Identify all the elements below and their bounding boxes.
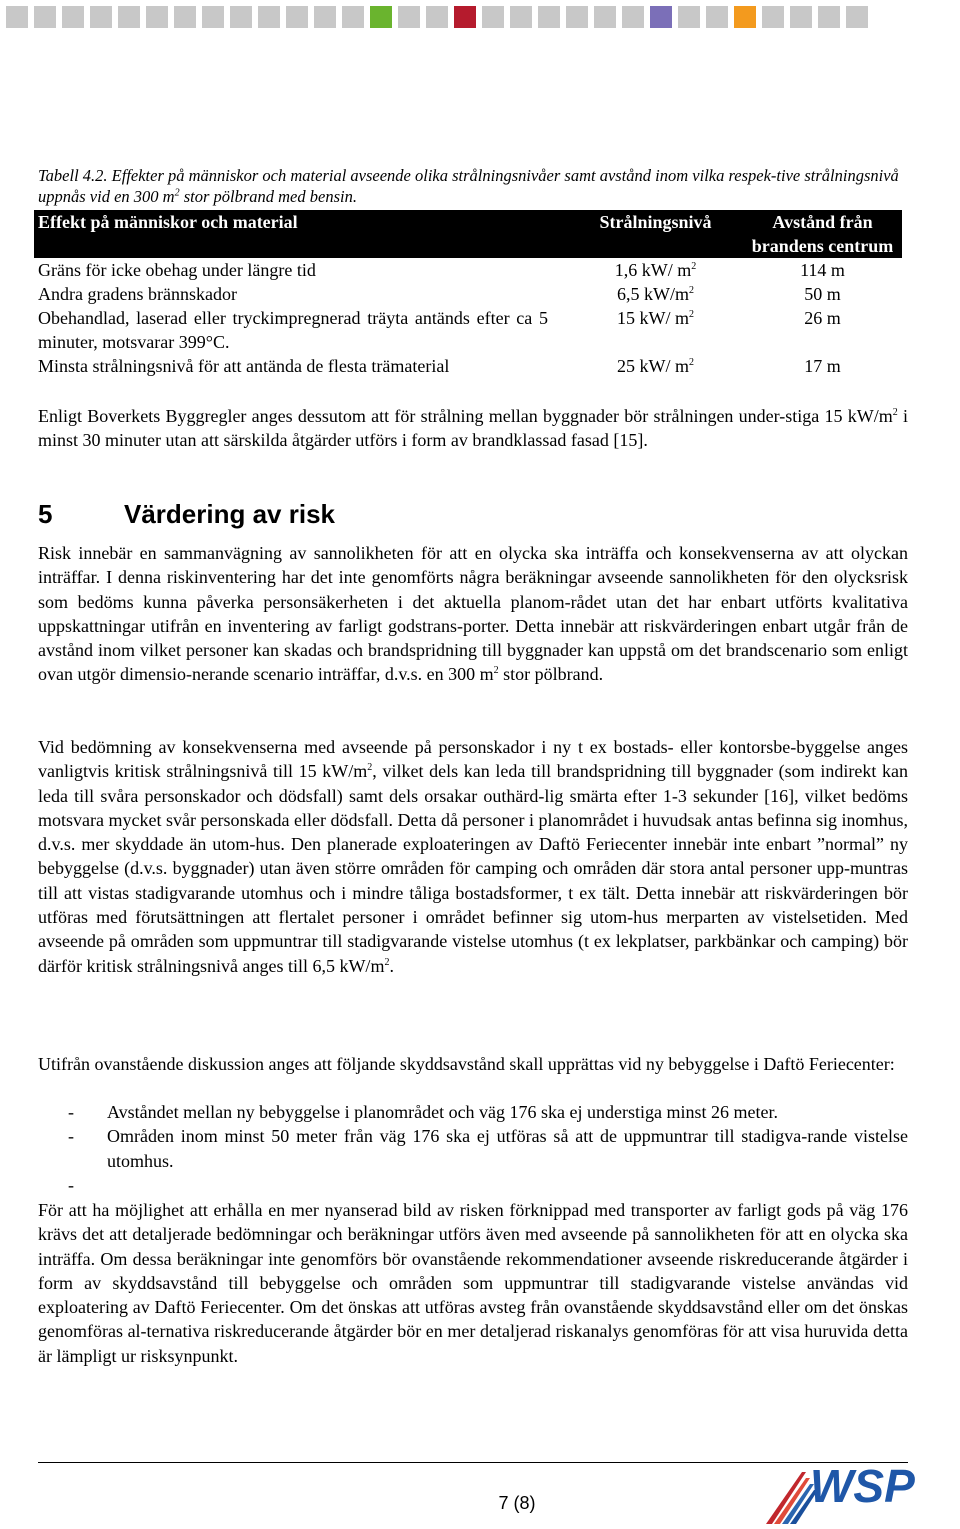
cell-distance: 17 m bbox=[804, 356, 841, 376]
cell-distance: 114 m bbox=[800, 260, 845, 280]
header-square bbox=[370, 6, 392, 28]
list-item: - bbox=[68, 1174, 74, 1195]
header-square bbox=[706, 6, 728, 28]
header-square bbox=[818, 6, 840, 28]
header-square bbox=[258, 6, 280, 28]
header-square bbox=[202, 6, 224, 28]
header-square bbox=[622, 6, 644, 28]
section-number: 5 bbox=[38, 499, 53, 529]
header-square bbox=[482, 6, 504, 28]
header-square bbox=[734, 6, 756, 28]
header-square bbox=[426, 6, 448, 28]
list-item: - Områden inom minst 50 meter från väg 176 ska ej utföras så att de uppmuntrar till stadigva-rande vistelse utomhus. bbox=[68, 1126, 908, 1171]
header-square bbox=[510, 6, 532, 28]
paragraph-konsekvens: Vid bedömning av konsekvenserna med avseende på personskador i ny t ex bostads- eller kontorsbe-byggelse anges vanligtvis kritisk strålningsnivå till 15 $kW/m^2$, vilket dels kan leda till brandspridning till byggnader (som indirekt kan leda till svåra personskador och dödsfall) samt dels orsakar outhärd-lig smärta efter 1-3 sekunder [16], vilket bedöms motsvara mycket svår personskada eller dödsfall. Detta då personer i planområdet i huvudsak antas befinna sig inomhus, d.v.s. mer skyddade än utom-hus. Den planerade exploateringen av Daftö Feriecenter innebär inte enbart ”normal” ny bebyggelse (d.v.s. byggnader) utan även större områden för camping och områden där stora antal personer upp-muntras till att vistas stadigvarande utomhus och i mindre tåliga bostadsformer, t ex tält. Detta innebär att riskvärderingen bör utföras med förutsättningen att flertalet personer i området befinner sig utom-hus merparten av vistelsetiden. Med avseende på områden som uppmuntrar till stadigvarande vistelse utomhus (t ex lekplatser, parkbänkar och camping) bör därför kritisk strålningsnivå anges till 6,5 $kW/m^2$. bbox=[38, 737, 908, 976]
header-color-squares bbox=[6, 6, 868, 28]
header-square bbox=[566, 6, 588, 28]
table-row bbox=[34, 282, 902, 306]
header-square bbox=[398, 6, 420, 28]
paragraph-risk: Risk innebär en sammanvägning av sannolikheten för att en olycka ska inträffa och konsekvenserna av att olyckan inträffar. I denna riskinventering har det inte genomförts några beräkningar avseende sannolikheten för den olycksrisk som bedöms kunna påverka personsäkerheten i det aktuella planom-rådet utan det har enbart utförts kvalitativa uppskattningar utifrån en inventering av farligt godstrans-porter. Detta innebär att riskvärderingen enbart utgår från de avstånd inom vilket personer kan skadas och brandspridning till byggnader kan uppstå om det brandscenario som enligt ovan utgör dimensio-nerande scenario inträffar, d.v.s. en 300 $m^2$ stor pölbrand. bbox=[38, 543, 908, 685]
header-square bbox=[6, 6, 28, 28]
table-row bbox=[34, 306, 902, 354]
header-square bbox=[790, 6, 812, 28]
header-square bbox=[314, 6, 336, 28]
header-square bbox=[846, 6, 868, 28]
header-square bbox=[118, 6, 140, 28]
paragraph-utifran: Utifrån ovanstående diskussion anges att följande skyddsavstånd skall upprättas vid ny bebyggelse i Daftö Feriecenter: bbox=[38, 1054, 895, 1074]
cell-level: 1,6 kW/ $m^2$ bbox=[614, 260, 697, 280]
cell-effect: Minsta strålningsnivå för att antända de flesta trämaterial bbox=[38, 356, 450, 376]
header-square bbox=[90, 6, 112, 28]
radiation-effects-table bbox=[34, 210, 902, 378]
cell-effect: Gräns för icke obehag under längre tid bbox=[38, 260, 316, 280]
header-square bbox=[230, 6, 252, 28]
table-row bbox=[34, 258, 902, 282]
header-square bbox=[594, 6, 616, 28]
cell-distance: 26 m bbox=[804, 308, 841, 328]
list-item: - Avståndet mellan ny bebyggelse i planområdet och väg 176 ska ej understiga minst 26 meter. bbox=[68, 1102, 779, 1122]
header-effect: Effekt på människor och material bbox=[34, 210, 568, 258]
header-square bbox=[454, 6, 476, 28]
page-number: 7 (8) bbox=[498, 1493, 536, 1513]
table-caption: Tabell 4.2. Effekter på människor och material avseende olika strålningsnivåer samt avstånd inom vilka respek-tive strålningsnivå uppnås vid en 300 $m^2$ stor pölbrand med bensin. bbox=[38, 166, 899, 206]
header-square bbox=[342, 6, 364, 28]
cell-effect: Obehandlad, laserad eller tryckimpregnerad träyta antänds efter ca 5 minuter, motsvarar 399°C. bbox=[38, 308, 548, 352]
cell-effect: Andra gradens brännskador bbox=[38, 284, 237, 304]
table-row bbox=[34, 354, 902, 378]
table-header-row bbox=[34, 210, 902, 258]
header-square bbox=[678, 6, 700, 28]
header-square bbox=[62, 6, 84, 28]
header-distance: Avstånd från brandens centrum bbox=[743, 210, 902, 258]
paragraph-boverket: Enligt Boverkets Byggregler anges dessutom att för strålning mellan byggnader bör strålningen under-stiga 15 $kW/m^2$ i minst 30 minuter utan att särskilda åtgärder utförs i form av brandklassad fasad [15]. bbox=[38, 406, 908, 451]
cell-level: 6,5 $kW/m^2$ bbox=[617, 284, 694, 304]
header-square bbox=[286, 6, 308, 28]
distance-requirements-list bbox=[38, 1100, 908, 1197]
header-square bbox=[34, 6, 56, 28]
header-square bbox=[650, 6, 672, 28]
cell-distance: 50 m bbox=[804, 284, 841, 304]
paragraph-final: För att ha möjlighet att erhålla en mer nyanserad bild av risken förknippad med transporter av farligt gods på väg 176 krävs det att detaljerade bedömningar och beräkningar utförs även med avseende på sannolikheten för att en olycka ska inträffa. Om dessa beräkningar inte genomförs bör ovanstående rekommendationer avseende riskreducerande åtgärder i form av skyddsavstånd till bebyggelse och områden som uppmuntrar till stadigvarande vistelse användas vid exploatering av Daftö Feriecenter. Om det önskas att utföras avsteg från ovanstående skyddsavstånd eller om det önskas genomföras al-ternativa riskreducerande åtgärder bör en mer detaljerad riskanalys genomföras för att visa huruvida detta är lämpligt ur risksynpunkt. bbox=[38, 1200, 908, 1366]
header-square bbox=[174, 6, 196, 28]
header-square bbox=[762, 6, 784, 28]
header-square bbox=[146, 6, 168, 28]
wsp-logo-text: WSP bbox=[810, 1462, 915, 1512]
wsp-logo bbox=[766, 1462, 956, 1524]
cell-level: 25 kW/ $m^2$ bbox=[617, 356, 694, 376]
cell-level: 15 kW/ $m^2$ bbox=[617, 308, 694, 328]
section-heading bbox=[38, 499, 335, 530]
header-square bbox=[538, 6, 560, 28]
section-title: Värdering av risk bbox=[124, 499, 335, 529]
header-level: Strålningsnivå bbox=[568, 210, 743, 258]
